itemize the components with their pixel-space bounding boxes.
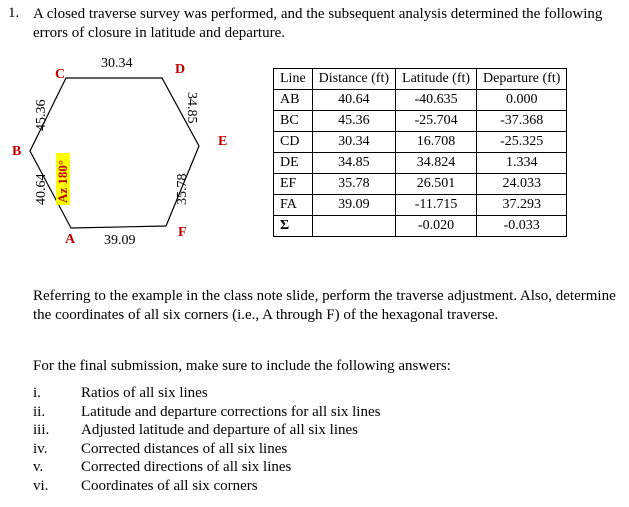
cell-line: DE (274, 153, 313, 174)
cell-latitude: -25.704 (396, 111, 477, 132)
list-item (33, 477, 380, 496)
cell-latitude: 16.708 (396, 132, 477, 153)
list-item (33, 440, 380, 459)
table-row (274, 153, 567, 174)
cell-distance (312, 216, 395, 237)
header-departure: Departure (ft) (477, 69, 567, 90)
azimuth-label: Az 180° (55, 159, 70, 203)
list-item-text: Corrected directions of all six lines (81, 459, 292, 475)
side-label-bc: 45.36 (34, 99, 49, 131)
table-sum-row (274, 216, 567, 237)
list-item-text: Corrected distances of all six lines (81, 440, 288, 457)
cell-departure: 1.334 (477, 153, 567, 174)
question-text: A closed traverse survey was performed, and the subsequent analysis determined the following errors of closure in latitude and departure. (33, 6, 603, 41)
list-item (33, 458, 380, 477)
table-row (274, 111, 567, 132)
table-row (274, 195, 567, 216)
traverse-table (273, 68, 567, 237)
cell-latitude: -11.715 (396, 195, 477, 216)
cell-sigma: Σ (274, 216, 313, 237)
cell-distance: 45.36 (312, 111, 395, 132)
header-latitude: Latitude (ft) (396, 69, 477, 90)
side-label-ab: 40.64 (34, 173, 49, 205)
answers-list (33, 384, 380, 495)
cell-line: CD (274, 132, 313, 153)
list-item (33, 403, 380, 422)
cell-line: BC (274, 111, 313, 132)
list-item-text: Adjusted latitude and departure of all six lines (81, 422, 359, 438)
list-item-number: i. (33, 385, 41, 401)
cell-departure-sum: -0.033 (477, 216, 567, 237)
table-row (274, 174, 567, 195)
corner-label-c: C (55, 67, 66, 82)
cell-latitude: 34.824 (396, 153, 477, 174)
list-item-number: vi. (33, 477, 49, 494)
corner-label-d: D (175, 62, 186, 77)
list-item (33, 421, 380, 440)
cell-line: EF (274, 174, 313, 195)
cell-distance: 35.78 (312, 174, 395, 195)
list-item-number: v. (33, 459, 44, 475)
side-label-fa: 39.09 (104, 233, 136, 248)
corner-label-f: F (178, 225, 187, 240)
table-header-row (274, 69, 567, 90)
cell-distance: 40.64 (312, 90, 395, 111)
list-item (33, 384, 380, 403)
list-item-text: Coordinates of all six corners (81, 477, 258, 494)
cell-distance: 39.09 (312, 195, 395, 216)
side-label-cd: 30.34 (101, 56, 133, 71)
traverse-diagram (0, 50, 270, 255)
question-number: 1. (8, 5, 20, 21)
corner-label-a: A (65, 232, 76, 247)
side-label-de: 34.85 (184, 92, 199, 124)
corner-label-e: E (218, 134, 228, 149)
side-label-ef: 35.78 (175, 173, 190, 205)
cell-latitude: -40.635 (396, 90, 477, 111)
cell-distance: 34.85 (312, 153, 395, 174)
cell-departure: -37.368 (477, 111, 567, 132)
list-item-text: Latitude and departure corrections for all six lines (81, 403, 381, 420)
hexagon-traverse (30, 78, 199, 228)
cell-latitude-sum: -0.020 (396, 216, 477, 237)
corner-label-b: B (12, 144, 22, 159)
cell-departure: 24.033 (477, 174, 567, 195)
cell-departure: -25.325 (477, 132, 567, 153)
cell-line: FA (274, 195, 313, 216)
header-line: Line (274, 69, 313, 90)
instruction-paragraph: Referring to the example in the class note slide, perform the traverse adjustment. Also, determine the coordinates of all six corners (i.e., A through F) of the hexagonal traverse. (33, 288, 616, 323)
cell-line: AB (274, 90, 313, 111)
list-item-number: iii. (33, 422, 50, 438)
table-row (274, 90, 567, 111)
list-item-number: iv. (33, 440, 48, 457)
cell-departure: 0.000 (477, 90, 567, 111)
final-submission-heading: For the final submission, make sure to include the following answers: (33, 358, 451, 374)
cell-distance: 30.34 (312, 132, 395, 153)
cell-latitude: 26.501 (396, 174, 477, 195)
table-row (274, 132, 567, 153)
list-item-text: Ratios of all six lines (81, 385, 208, 401)
cell-departure: 37.293 (477, 195, 567, 216)
list-item-number: ii. (33, 403, 46, 420)
header-distance: Distance (ft) (312, 69, 395, 90)
